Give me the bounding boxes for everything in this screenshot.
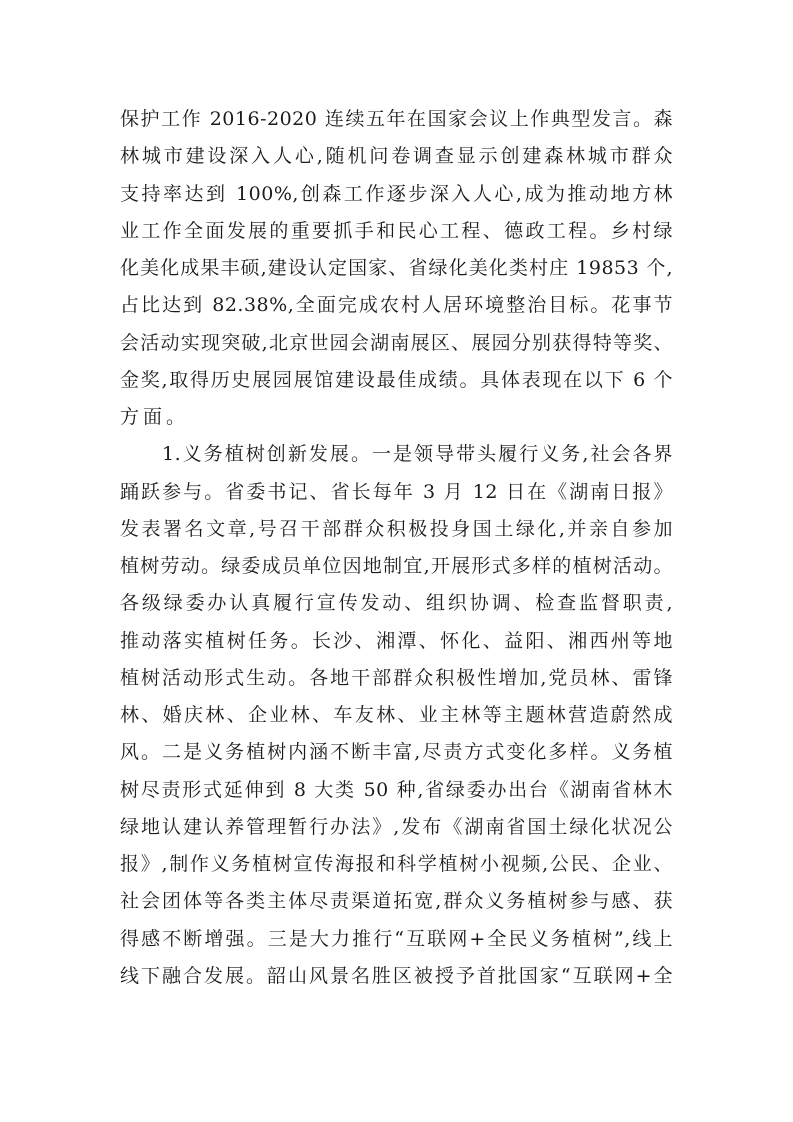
text-line: 社会团体等各类主体尽责渠道拓宽,群众义务植树参与感、获: [120, 890, 673, 913]
text-line: 报》,制作义务植树宣传海报和科学植树小视频,公民、企业、: [120, 853, 673, 875]
text-line: 林、婚庆林、企业林、车友林、业主林等主题林营造蔚然成: [120, 704, 673, 726]
text-line: 植树劳动。绿委成员单位因地制宜,开展形式多样的植树活动。: [120, 555, 673, 577]
text-line: 发表署名文章,号召干部群众积极投身国土绿化,并亲自参加: [120, 517, 673, 540]
text-line: 金奖,取得历史展园展馆建设最佳成绩。具体表现在以下 6 个: [120, 368, 673, 391]
text-line: 占比达到 82.38%,全面完成农村人居环境整治目标。花事节: [120, 294, 673, 317]
text-line: 支持率达到 100%,创森工作逐步深入人心,成为推动地方林: [120, 182, 673, 205]
text-line: 绿地认建认养管理暂行办法》,发布《湖南省国土绿化状况公: [120, 815, 673, 838]
document-body: [120, 101, 673, 995]
text-line: 树尽责形式延伸到 8 大类 50 种,省绿委办出台《湖南省林木: [120, 778, 673, 801]
text-line: 化美化成果丰硕,建设认定国家、省绿化美化类村庄 19853 个,: [120, 257, 673, 279]
paragraph-intro-continuation: [120, 101, 673, 436]
text-line: 推动落实植树任务。长沙、湘潭、怀化、益阳、湘西州等地: [120, 629, 673, 652]
text-line: 业工作全面发展的重要抓手和民心工程、德政工程。乡村绿: [120, 219, 673, 242]
section-heading-line: 1.义务植树创新发展。一是领导带头履行义务,社会各界: [162, 443, 673, 466]
text-line: 各级绿委办认真履行宣传发动、组织协调、检查监督职责,: [120, 592, 673, 615]
text-line: 植树活动形式生动。各地干部群众积极性增加,党员林、雷锋: [120, 666, 673, 689]
text-line: 踊跃参与。省委书记、省长每年 3 月 12 日在《湖南日报》: [120, 480, 673, 503]
text-line: 风。二是义务植树内涵不断丰富,尽责方式变化多样。义务植: [120, 741, 673, 764]
text-line: 林城市建设深入人心,随机问卷调查显示创建森林城市群众: [120, 145, 673, 168]
text-line: 得感不断增强。三是大力推行“互联网+全民义务植树”,线上: [120, 927, 673, 950]
text-line-last: 方面。: [120, 406, 190, 428]
text-line: 线下融合发展。韶山风景名胜区被授予首批国家“互联网+全: [120, 964, 673, 987]
text-line: 保护工作 2016-2020 连续五年在国家会议上作典型发言。森: [120, 108, 673, 130]
paragraph-section-1: [120, 436, 673, 995]
text-line: 会活动实现突破,北京世园会湖南展区、展园分别获得特等奖、: [120, 331, 673, 354]
